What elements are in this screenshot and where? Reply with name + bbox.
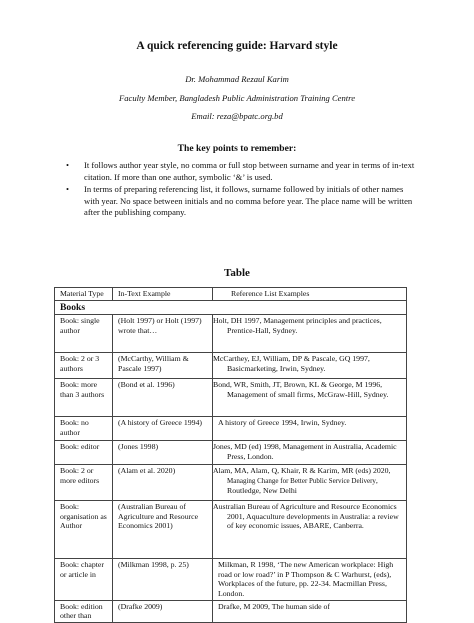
table-header-row: [55, 288, 407, 301]
cell-in-text: (Alam et al. 2020): [113, 465, 213, 501]
cell-in-text: (Drafke 2009): [113, 600, 213, 622]
cell-material-type: Book: 2 or more editors: [55, 465, 113, 501]
table-title: Table: [224, 267, 250, 279]
cell-material-type: Book: single author: [55, 315, 113, 353]
cell-in-text: (A history of Greece 1994): [113, 417, 213, 441]
key-point-item: [66, 160, 416, 183]
cell-material-type: Book: no author: [55, 417, 113, 441]
table-row: [55, 353, 407, 379]
key-points-list: [66, 160, 416, 220]
table-section-row: [55, 300, 407, 315]
bullet-icon: •: [66, 160, 70, 170]
table-row: [55, 315, 407, 353]
table-row: [55, 465, 407, 501]
table-row: [55, 501, 407, 559]
cell-in-text: (McCarthy, William & Pascale 1997): [113, 353, 213, 379]
cell-reference: [213, 559, 407, 600]
table-row: [55, 559, 407, 600]
reference-book-details: Warhurst, (eds), Workplaces of the future, pp. 22-34. Macmillan Press, London.: [218, 569, 392, 598]
cell-reference: Drafke, M 2009, The human side of: [213, 600, 407, 622]
reference-authors: Alam, MA, Alam, Q, Khair, R & Karim, MR (eds) 2020,: [213, 466, 391, 476]
cell-material-type: Book: more than 3 authors: [55, 379, 113, 417]
reference-chapter: Milkman, R 1998, ‘The new American workplace: High road or low road?’ in P Thompson & C: [218, 560, 394, 579]
key-point-text: In terms of preparing referencing list, it follows, surname followed by initials of other names with year. No space between initials and no comma before year. The place name will be written after the publishing company.: [84, 184, 413, 217]
referencing-table: [54, 287, 407, 623]
author-affiliation: Faculty Member, Bangladesh Public Administration Training Centre: [118, 93, 356, 103]
cell-material-type: Book: edition other than: [55, 600, 113, 622]
cell-material-type: Book: organisation as Author: [55, 501, 113, 559]
header-in-text-example: In-Text Example: [113, 288, 213, 301]
cell-material-type: Book: 2 or 3 authors: [55, 353, 113, 379]
key-points-title: The key points to remember:: [177, 143, 297, 154]
author-email: Email: reza@bpatc.org.bd: [191, 111, 283, 121]
author-name: Dr. Mohammad Rezaul Karim: [185, 74, 289, 84]
bullet-icon: •: [66, 184, 70, 194]
cell-in-text: (Jones 1998): [113, 441, 213, 465]
table-row: [55, 417, 407, 441]
header-reference-list-examples: Reference List Examples: [213, 288, 407, 301]
cell-reference: A history of Greece 1994, Irwin, Sydney.: [213, 417, 407, 441]
cell-in-text: (Milkman 1998, p. 25): [113, 559, 213, 600]
key-point-text: It follows author year style, no comma or full stop between surname and year in terms of in-text citation. If more than one author, symbolic ‘&’ is used.: [84, 160, 415, 182]
cell-in-text: (Australian Bureau of Agriculture and Resource Economics 2001): [113, 501, 213, 559]
cell-reference: Australian Bureau of Agriculture and Resource Economics 2001, Aquaculture developments in Australia: a review of key economic issues, ABARE, Canberra.: [213, 501, 407, 559]
cell-reference: [213, 465, 407, 501]
key-point-item: [66, 184, 416, 219]
cell-in-text: (Bond et al. 1996): [113, 379, 213, 417]
table-row: [55, 441, 407, 465]
cell-in-text: (Holt 1997) or Holt (1997) wrote that…: [113, 315, 213, 353]
cell-reference: Holt, DH 1997, Management principles and practices, Prentice-Hall, Sydney.: [213, 315, 407, 353]
cell-reference: Bond, WR, Smith, JT, Brown, KL & George, M 1996, Management of small firms, McGraw-Hill, Sydney.: [213, 379, 407, 417]
cell-material-type: Book: editor: [55, 441, 113, 465]
cell-material-type: Book: chapter or article in: [55, 559, 113, 600]
section-books: Books: [55, 300, 407, 315]
header-material-type: Material Type: [55, 288, 113, 301]
reference-book-title: Managing Change for Better Public Service Delivery: [227, 476, 376, 485]
table-row: [55, 379, 407, 417]
reference-publisher: , Routledge, New Delhi: [227, 475, 378, 496]
document-title: A quick referencing guide: Harvard style: [136, 40, 338, 52]
cell-reference: Jones, MD (ed) 1998, Management in Australia, Academic Press, London.: [213, 441, 407, 465]
cell-reference: McCarthey, EJ, William, DP & Pascale, GQ 1997, Basicmarketing, Irwin, Sydney.: [213, 353, 407, 379]
table-row: [55, 600, 407, 622]
